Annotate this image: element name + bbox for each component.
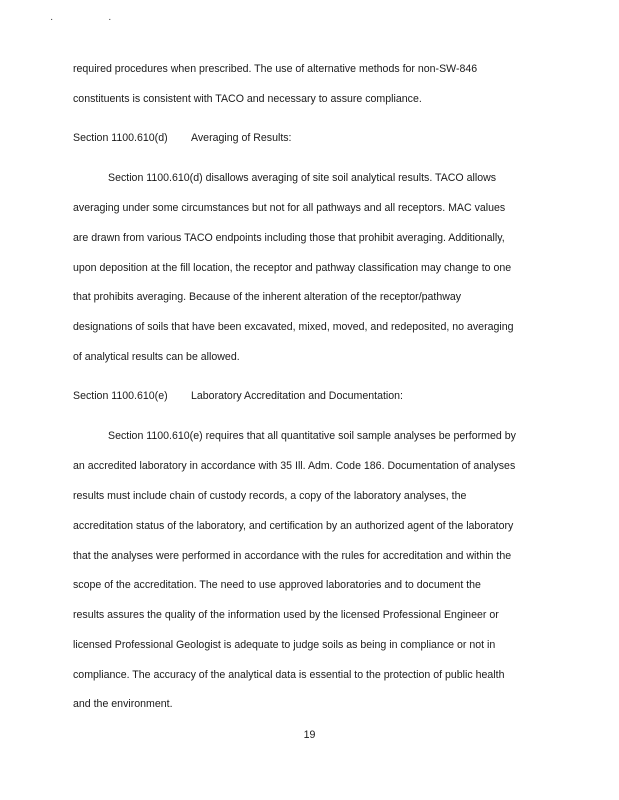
- paragraph-line: Section 1100.610(e) requires that all quantitative soil sample analyses be performed by: [108, 430, 516, 442]
- paragraph-line: an accredited laboratory in accordance with 35 Ill. Adm. Code 186. Documentation of analyses: [73, 460, 516, 472]
- paragraph-line: licensed Professional Geologist is adequate to judge soils as being in compliance or not in: [73, 639, 496, 651]
- page-number: 19: [303, 729, 316, 741]
- paragraph-line: accreditation status of the laboratory, and certification by an authorized agent of the laboratory: [73, 520, 514, 532]
- paragraph-line: required procedures when prescribed. The use of alternative methods for non-SW-846: [73, 63, 478, 75]
- paragraph-line: results must include chain of custody records, a copy of the laboratory analyses, the: [73, 490, 467, 502]
- paragraph-line: of analytical results can be allowed.: [73, 351, 240, 363]
- section-title: Averaging of Results:: [191, 132, 292, 144]
- section-number: Section 1100.610(d): [73, 132, 168, 144]
- paragraph-line: compliance. The accuracy of the analytical data is essential to the protection of public health: [73, 669, 505, 681]
- paragraph-line: results assures the quality of the information used by the licensed Professional Engineer or: [73, 609, 499, 621]
- paragraph-line: averaging under some circumstances but not for all pathways and all receptors. MAC values: [73, 202, 506, 214]
- paragraph-line: constituents is consistent with TACO and necessary to assure compliance.: [73, 93, 422, 105]
- section-title: Laboratory Accreditation and Documentation:: [191, 390, 404, 402]
- paragraph-line: scope of the accreditation. The need to use approved laboratories and to document the: [73, 579, 481, 591]
- paragraph-line: upon deposition at the fill location, the receptor and pathway classification may change to one: [73, 262, 512, 274]
- scan-specks: · ·: [50, 14, 138, 25]
- paragraph-line: that the analyses were performed in accordance with the rules for accreditation and within the: [73, 550, 512, 562]
- paragraph-line: Section 1100.610(d) disallows averaging of site soil analytical results. TACO allows: [108, 172, 497, 184]
- section-number: Section 1100.610(e): [73, 390, 168, 402]
- paragraph-line: and the environment.: [73, 698, 173, 710]
- section-heading-d: [73, 131, 292, 145]
- paragraph-line: that prohibits averaging. Because of the inherent alteration of the receptor/pathway: [73, 291, 462, 303]
- paragraph-line: designations of soils that have been excavated, mixed, moved, and redeposited, no averaging: [73, 321, 514, 333]
- paragraph-line: are drawn from various TACO endpoints including those that prohibit averaging. Additionally,: [73, 232, 505, 244]
- section-heading-e: [73, 389, 403, 403]
